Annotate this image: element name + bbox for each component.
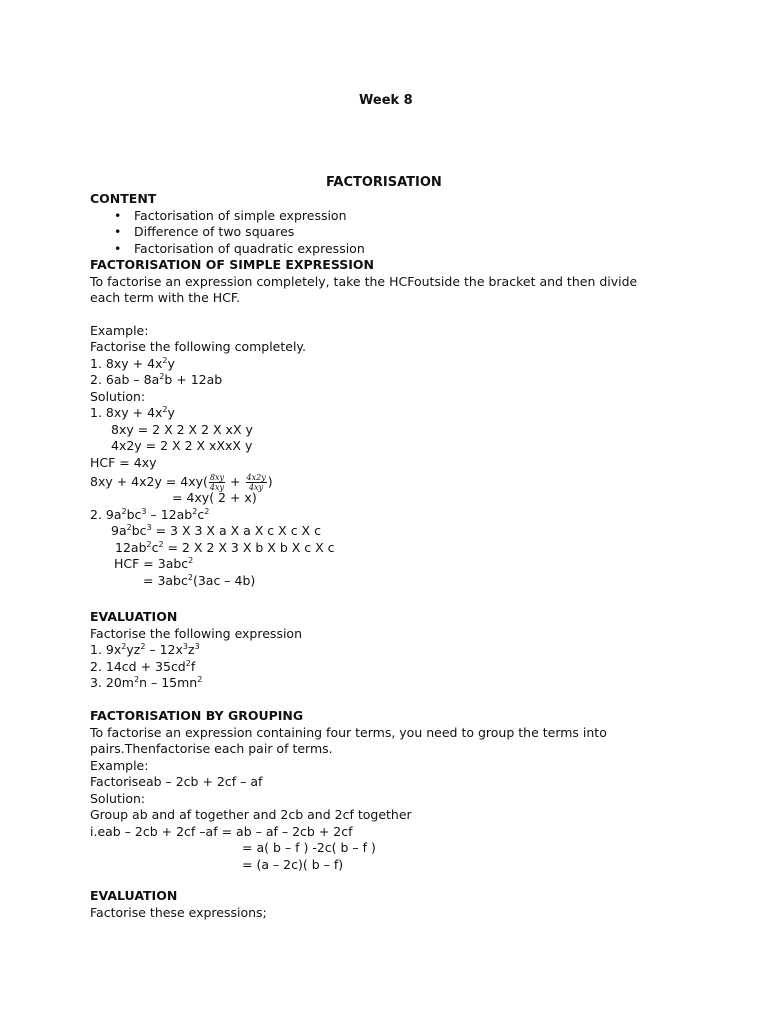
list-item: • Difference of two squares <box>90 224 690 241</box>
evaluation-instruction: Factorise these expressions; <box>90 904 267 920</box>
list-item: • Factorisation of quadratic expression <box>90 241 690 258</box>
question-2: 2. $6ab - 8a^2b + 12ab$ <box>90 371 223 387</box>
solution-label: Solution: <box>90 790 146 806</box>
grouping-step-2: i.eab – 2cb + 2cf –af = ab – af – 2cb + 2cf <box>90 823 353 839</box>
week-title: Week 8 <box>359 93 413 108</box>
content-list <box>90 208 690 258</box>
example-label: Example: <box>90 322 149 338</box>
evaluation-heading: EVALUATION <box>90 888 178 903</box>
grouping-question: Factoriseab – 2cb + 2cf – af <box>90 774 263 789</box>
section-heading: FACTORISATION BY GROUPING <box>90 708 304 723</box>
grouping-intro-1: To factorise an expression containing four terms, you need to group the terms into <box>90 724 607 740</box>
evaluation-question-3: 3. $20m^2n - 15mn^2$ <box>90 674 203 690</box>
evaluation-instruction: Factorise the following expression <box>90 625 302 641</box>
solution-2-line-2: $12ab^2c^2 = 2$ X 2 X 3 X b X b X c X c <box>115 539 335 555</box>
solution-2-header: 2. $9a^2bc^3 - 12ab^2c^2$ <box>90 506 210 522</box>
section-heading: FACTORISATION OF SIMPLE EXPRESSION <box>90 257 375 272</box>
grouping-intro-2: pairs.Thenfactorise each pair of terms. <box>90 741 333 756</box>
list-item: • Factorisation of simple expression <box>90 208 690 225</box>
solution-1-hcf: HCF = 4xy <box>90 454 157 470</box>
solution-1-line-2: 4x2y = 2 X 2 X xXxX y <box>111 438 253 453</box>
simple-expression-section <box>90 257 670 589</box>
solution-2-hcf: HCF = 3abc$^2$ <box>114 555 194 571</box>
question-1: 1. $8xy + 4x^2y$ <box>90 355 175 371</box>
solution-2-line-1: $9a^2bc^3 = 3$ X 3 X a X a X c X c X c <box>111 522 321 538</box>
evaluation-heading: EVALUATION <box>90 609 178 624</box>
solution-1-result: = 4xy( 2 + x) <box>172 490 257 505</box>
grouping-section <box>90 708 690 873</box>
solution-2-result: = 3abc$^2$(3ac – 4b) <box>143 572 256 588</box>
instruction-text: Factorise the following completely. <box>90 339 307 354</box>
example-label: Example: <box>90 757 149 773</box>
solution-1-line-1: 8xy = 2 X 2 X 2 X xX y <box>111 421 253 437</box>
grouping-step-4: = (a – 2c)( b – f) <box>242 856 344 872</box>
evaluation-question-1: 1. $9x^2yz^2 - 12x^3z^3$ <box>90 641 200 657</box>
topic-title: FACTORISATION <box>326 175 442 190</box>
content-section <box>90 191 690 257</box>
solution-1-header: 1. $8xy + 4x^2y$ <box>90 404 175 420</box>
solution-label: Solution: <box>90 388 146 404</box>
fraction-2: $\frac{4x2y}{4xy}$ <box>246 473 266 492</box>
evaluation-question-2: 2. $14cd + 35cd^2f$ <box>90 658 196 674</box>
evaluation-section-1 <box>90 609 690 692</box>
solution-1-division: 8xy + 4x2y = 4xy( $\frac{8xy}{4xy}$ + $\frac{4x2y}{4xy}$ ) <box>90 473 273 492</box>
evaluation-section-2 <box>90 888 690 921</box>
intro-paragraph: To factorise an expression completely, take the HCFoutside the bracket and then divide each term with the HCF. <box>90 273 638 305</box>
grouping-step-3: = a( b – f ) -2c( b – f ) <box>242 840 376 855</box>
fraction-1: $\frac{8xy}{4xy}$ <box>209 473 225 492</box>
content-heading: CONTENT <box>90 191 157 206</box>
grouping-step-1: Group ab and af together and 2cb and 2cf together <box>90 807 412 822</box>
